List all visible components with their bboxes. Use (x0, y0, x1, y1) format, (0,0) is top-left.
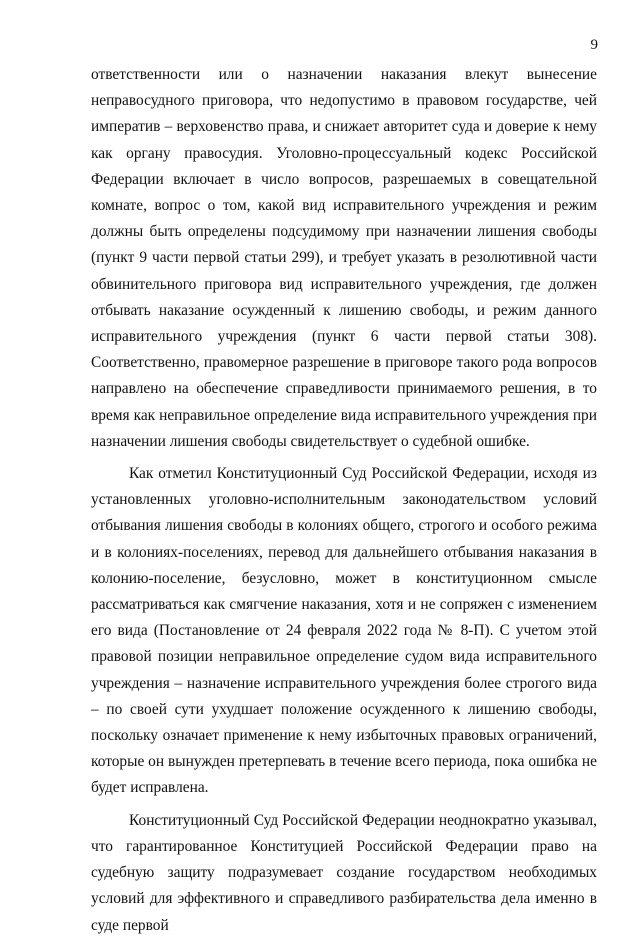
paragraph-continuation: ответственности или о назначении наказания влекут вынесение неправосудного приговора, что недопустимо в правовом государстве, чей императив – верховенство права, и снижает авторитет суда и доверие к нему как органу правосудия. Уголовно-процессуальный кодекс Российской Федерации включает в число вопросов, разрешаемых в совещательной комнате, вопрос о том, какой вид исправительного учреждения и режим должны быть определены подсудимому при назначении лишения свободы (пункт 9 части первой статьи 299), и требует указать в резолютивной части обвинительного приговора вид исправительного учреждения, где должен отбывать наказание осужденный к лишению свободы, и режим данного исправительного учреждения (пункт 6 части первой статьи 308). Соответственно, правомерное разрешение в приговоре такого рода вопросов направлено на обеспечение справедливости принимаемого решения, в то время как неправильное определение вида исправительного учреждения при назначении лишения свободы свидетельствует о судебной ошибке. (91, 66, 597, 450)
paragraph-judicial-protection: Конституционный Суд Российской Федерации неоднократно указывал, что гарантированное Конституцией Российской Федерации право на судебную защиту подразумевает создание государством необходимых условий для эффективного и справедливого разбирательства дела именно в суде первой (91, 811, 597, 934)
page-number: 9 (590, 37, 598, 53)
paragraph-constitutional-court-position: Как отметил Конституционный Суд Российской Федерации, исходя из установленных уголовно-исполнительным законодательством условий отбывания лишения свободы в колониях общего, строгого и особого режима и в колониях-поселениях, перевод для дальнейшего отбывания наказания в колонию-поселение, безусловно, может в конституционном смысле рассматриваться как смягчение наказания, хотя и не сопряжен с изменением его вида (Постановление от 24 февраля 2022 года № 8-П). С учетом этой правовой позиции неправильное определение судом вида исправительного учреждения – назначение исправительного учреждения более строгого вида – по своей сути ухудшает положение осужденного к лишению свободы, поскольку означает применение к нему избыточных правовых ограничений, которые он вынужден претерпевать в течение всего периода, пока ошибка не будет исправлена. (91, 465, 597, 797)
document-body (91, 62, 597, 939)
